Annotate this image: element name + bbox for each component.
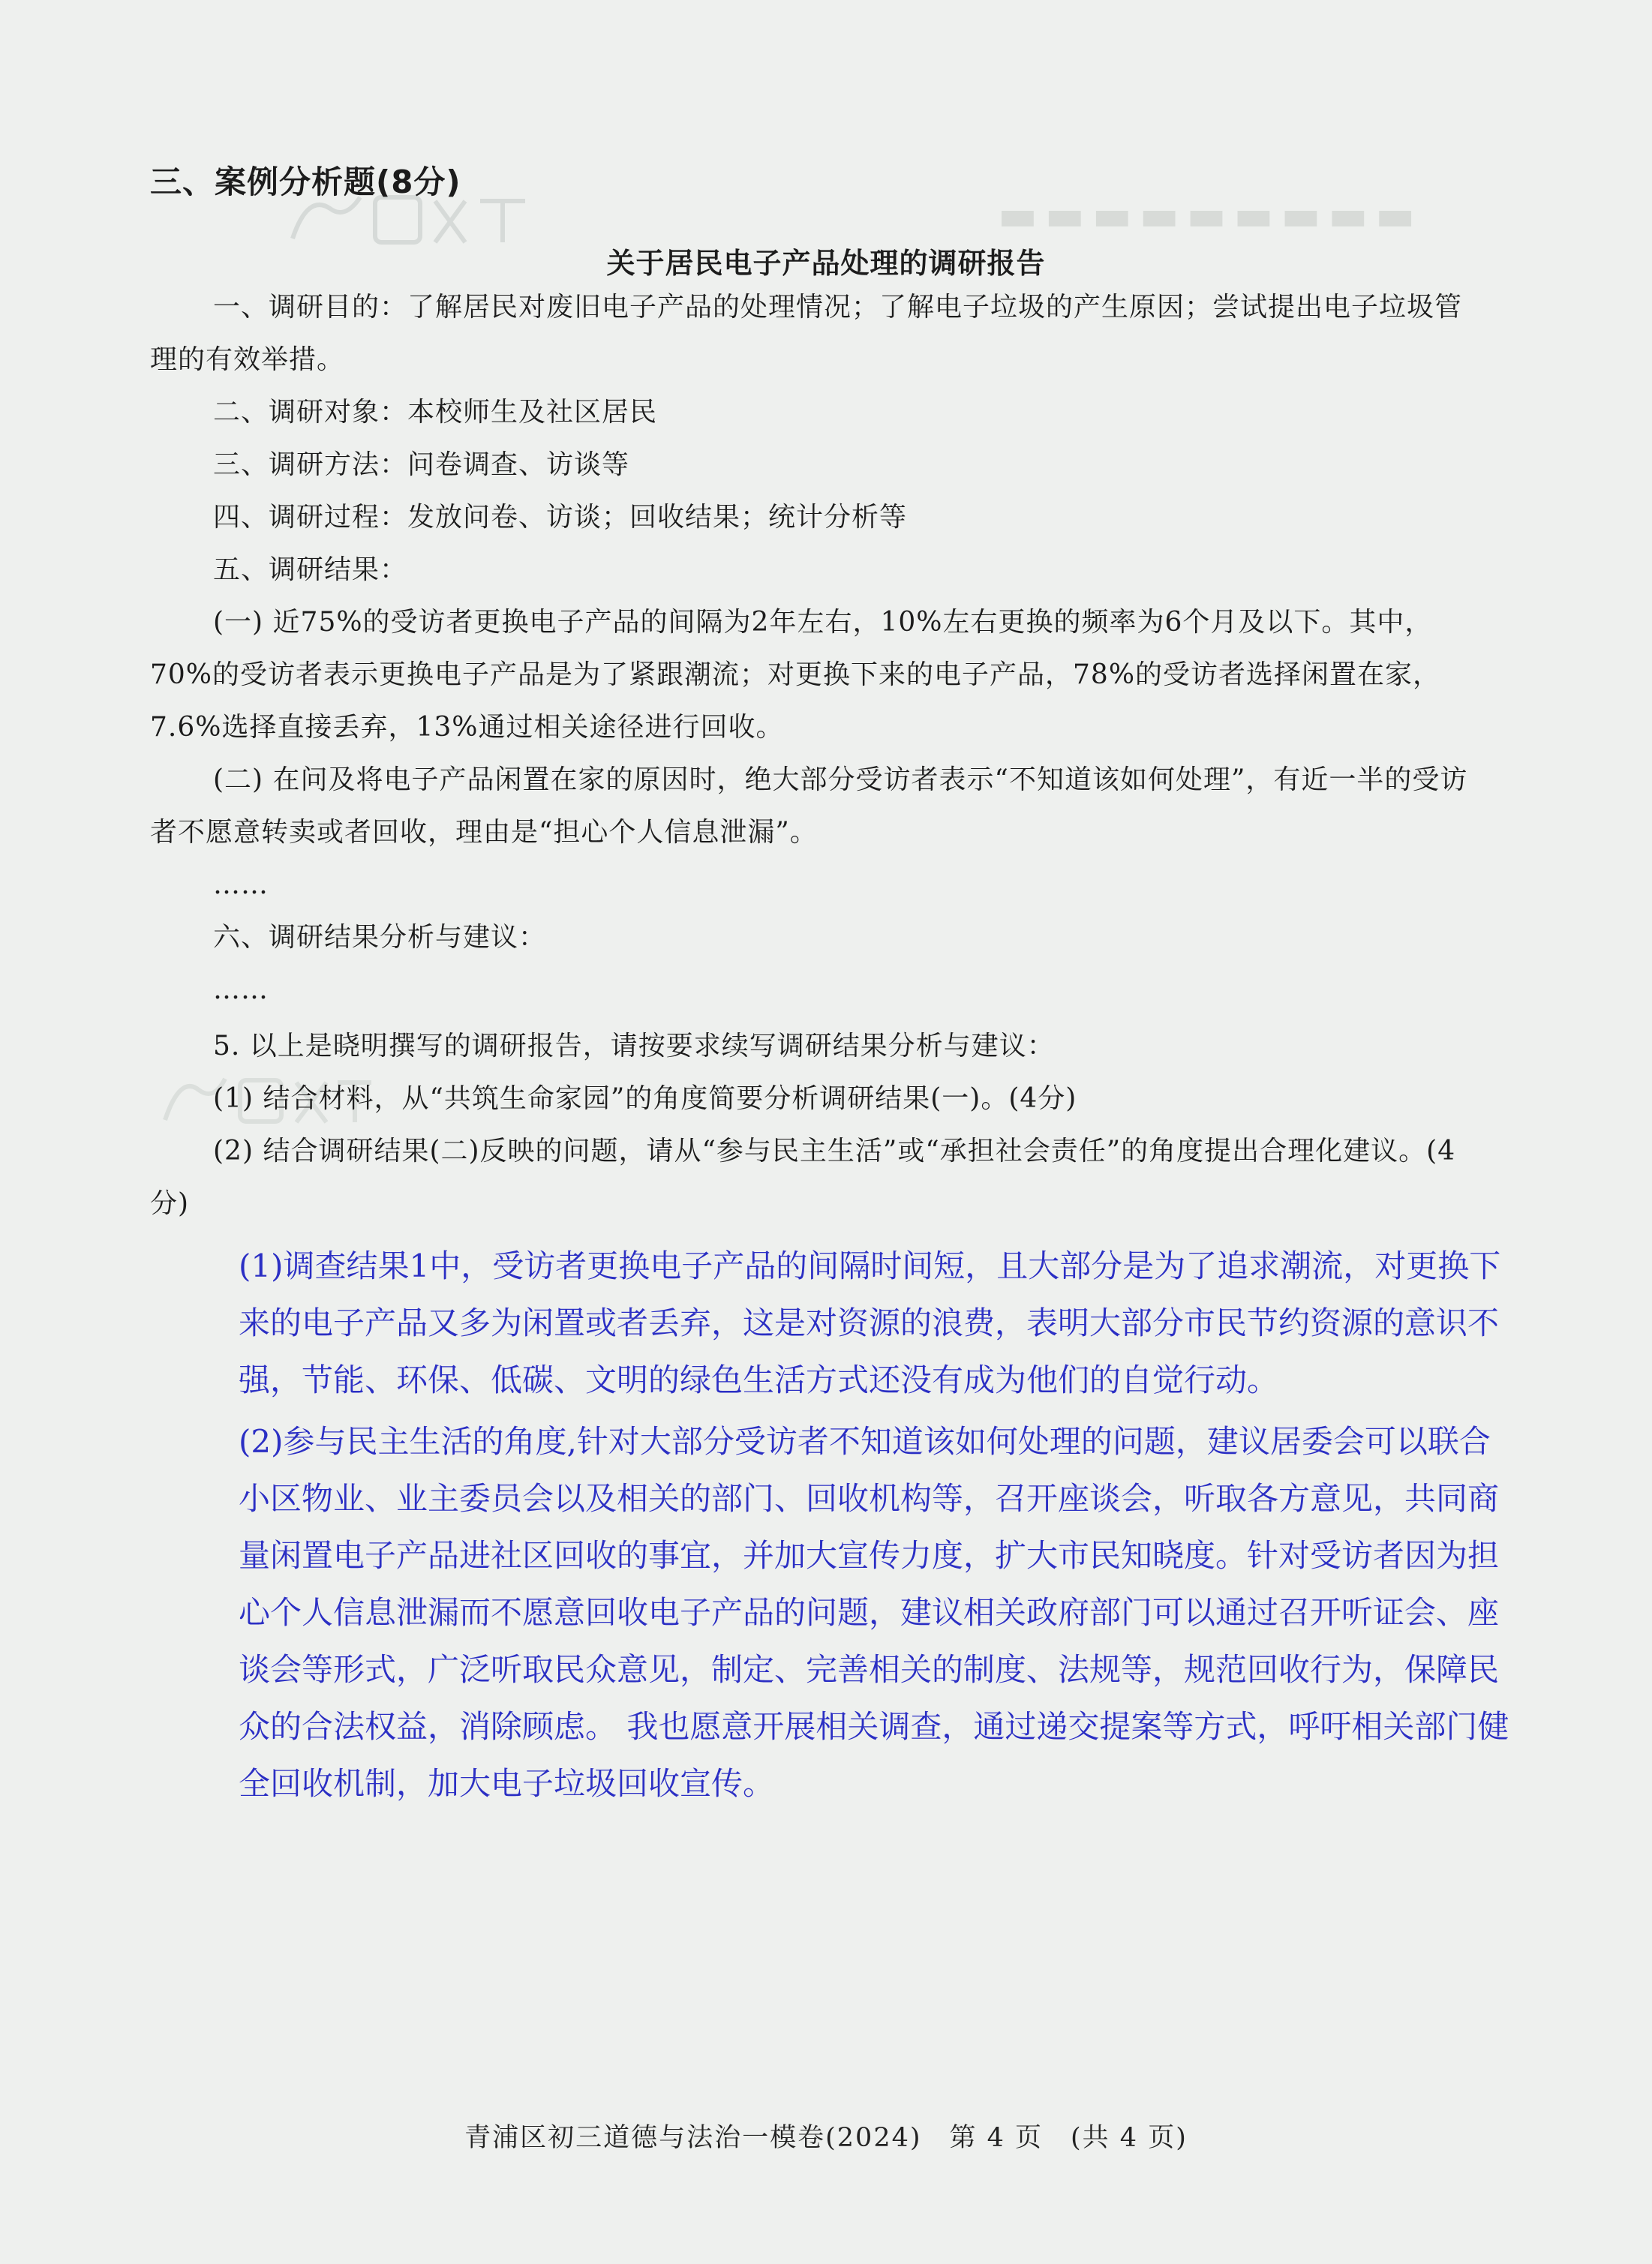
report-paragraph: 一、调研目的：了解居民对废旧电子产品的处理情况；了解电子垃圾的产生原因；尝试提出电子垃圾管理的有效举措。 — [150, 292, 1463, 375]
report-paragraph: (一) 近75%的受访者更换电子产品的间隔为2年左右，10%左右更换的频率为6个月及以下。其中，70%的受访者表示更换电子产品是为了紧跟潮流；对更换下来的电子产品，78%的受访者选择闲置在家，7.6%选择直接丢弃，13%通过相关途径进行回收。 — [150, 607, 1441, 743]
bleed-through-shadow: ▬▬▬▬▬▬▬▬▬ — [998, 191, 1423, 240]
answer-part-1: (1)调查结果1中，受访者更换电子产品的间隔时间短，且大部分是为了追求潮流，对更换下来的电子产品又多为闲置或者丢弃，这是对资源的浪费，表明大部分市民节约资源的意识不强，节能、环保、低碳、文明的绿色生活方式还没有成为他们的自觉行动。 — [239, 1248, 1501, 1398]
report-body — [150, 281, 1470, 1016]
question-stem: 5. 以上是晓明撰写的调研报告，请按要求续写调研结果分析与建议： — [213, 1031, 1055, 1061]
page-footer: 青浦区初三道德与法治一模卷(2024) 第 4 页 (共 4 页) — [464, 2123, 1188, 2153]
question-part-2: (2) 结合调研结果(二)反映的问题，请从“参与民主生活”或“承担社会责任”的角度提出合理化建议。(4分) — [150, 1136, 1456, 1219]
report-ellipsis: …… — [213, 974, 269, 1005]
report-ellipsis: …… — [213, 869, 269, 900]
answer-part-2: (2)参与民主生活的角度,针对大部分受访者不知道该如何处理的问题，建议居委会可以联合小区物业、业主委员会以及相关的部门、回收机构等，召开座谈会，听取各方意见，共同商量闲置电子产品进社区回收的事宜，并加大宣传力度，扩大市民知晓度。针对受访者因为担心个人信息泄漏而不愿意回收电子产品的问题，建议相关政府部门可以通过召开听证会、座谈会等形式，广泛听取民众意见，制定、完善相关的制度、法规等，规范回收行为，保障民众的合法权益，消除顾虑。 我也愿意开展相关调查，通过递交提案等方式，呼吁相关部门健全回收机制，加大电子垃圾回收宣传。 — [239, 1423, 1509, 1802]
report-paragraph: 三、调研方法：问卷调查、访谈等 — [213, 449, 630, 480]
answer-block — [239, 1238, 1514, 1817]
report-paragraph: 六、调研结果分析与建议： — [213, 922, 547, 953]
question-block — [150, 1020, 1470, 1230]
report-paragraph: 二、调研对象：本校师生及社区居民 — [213, 397, 658, 428]
report-paragraph: 四、调研过程：发放问卷、访谈；回收结果；统计分析等 — [213, 502, 908, 533]
report-paragraph: (二) 在问及将电子产品闲置在家的原因时，绝大部分受访者表示“不知道该如何处理”，有近一半的受访者不愿意转卖或者回收，理由是“担心个人信息泄漏”。 — [150, 764, 1468, 848]
report-title: 关于居民电子产品处理的调研报告 — [606, 247, 1046, 280]
section-title: 三、案例分析题(8分) — [150, 164, 461, 200]
report-paragraph: 五、调研结果： — [213, 554, 408, 585]
question-part-1: (1) 结合材料，从“共筑生命家园”的角度简要分析调研结果(一)。(4分) — [213, 1083, 1077, 1114]
